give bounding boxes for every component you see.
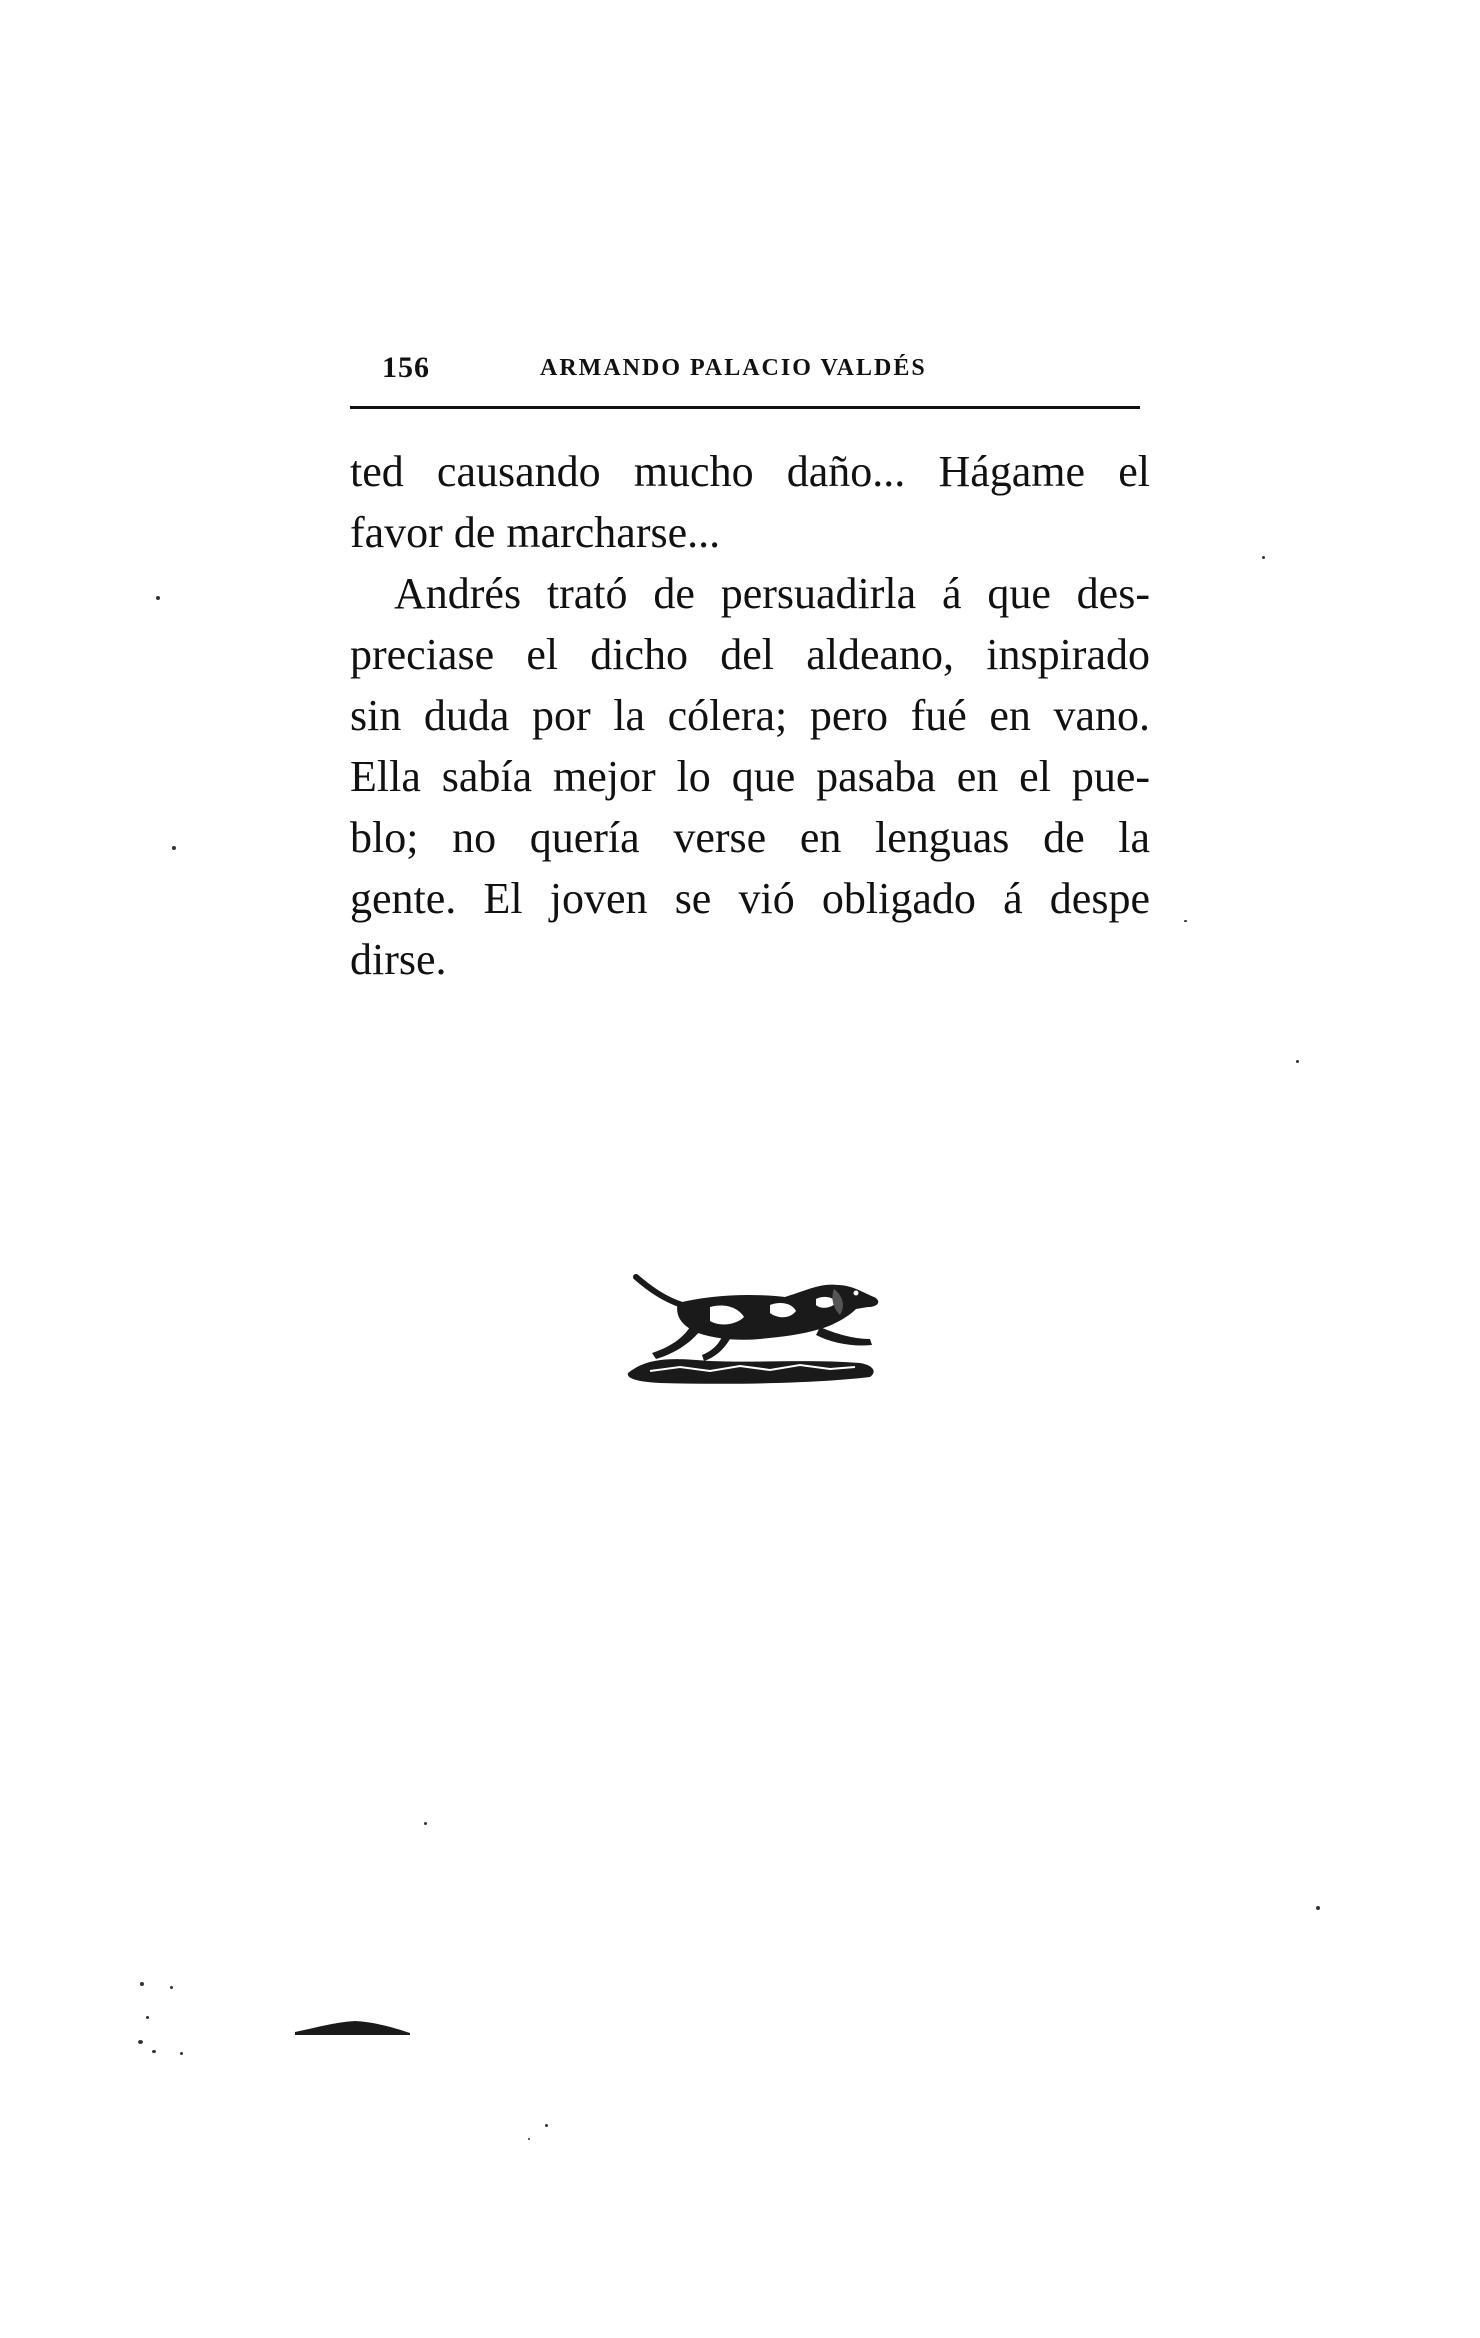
text-line: favor de marcharse...	[350, 508, 721, 557]
ink-smudge	[295, 2018, 410, 2036]
text-line: dirse.	[350, 935, 447, 984]
ink-speck	[146, 2016, 149, 2019]
body-text	[350, 441, 1150, 990]
running-head: ARMANDO PALACIO VALDÉS	[540, 355, 927, 381]
text-line: gente. El joven se vió obligado á despe	[350, 874, 1150, 923]
text-line: Andrés trató de persuadirla á que des-	[394, 569, 1150, 618]
header-rule	[350, 406, 1140, 409]
ink-speck	[152, 2050, 156, 2053]
text-line: ted causando mucho daño... Hágame el	[350, 447, 1150, 496]
text-line: preciase el dicho del aldeano, inspirado	[350, 630, 1150, 679]
ink-speck	[1184, 920, 1187, 922]
ink-speck	[424, 1822, 427, 1825]
running-dog-icon	[620, 1255, 890, 1390]
ink-speck	[1316, 1906, 1320, 1910]
ink-speck	[1262, 556, 1265, 559]
ink-speck	[140, 1982, 144, 1986]
ink-speck	[545, 2124, 548, 2127]
text-line: Ella sabía mejor lo que pasaba en el pue-	[350, 752, 1150, 801]
ink-speck	[172, 846, 176, 850]
ink-speck	[180, 2052, 183, 2055]
ink-speck	[156, 596, 160, 600]
ink-speck	[170, 1986, 173, 1989]
page-number: 156	[382, 351, 430, 384]
text-line: blo; no quería verse en lenguas de la	[350, 813, 1150, 862]
page-header	[350, 345, 1142, 405]
text-line: sin duda por la cólera; pero fué en vano.	[350, 691, 1150, 740]
ink-speck	[528, 2138, 530, 2140]
ink-speck	[1296, 1060, 1299, 1063]
ink-speck	[138, 2040, 143, 2044]
